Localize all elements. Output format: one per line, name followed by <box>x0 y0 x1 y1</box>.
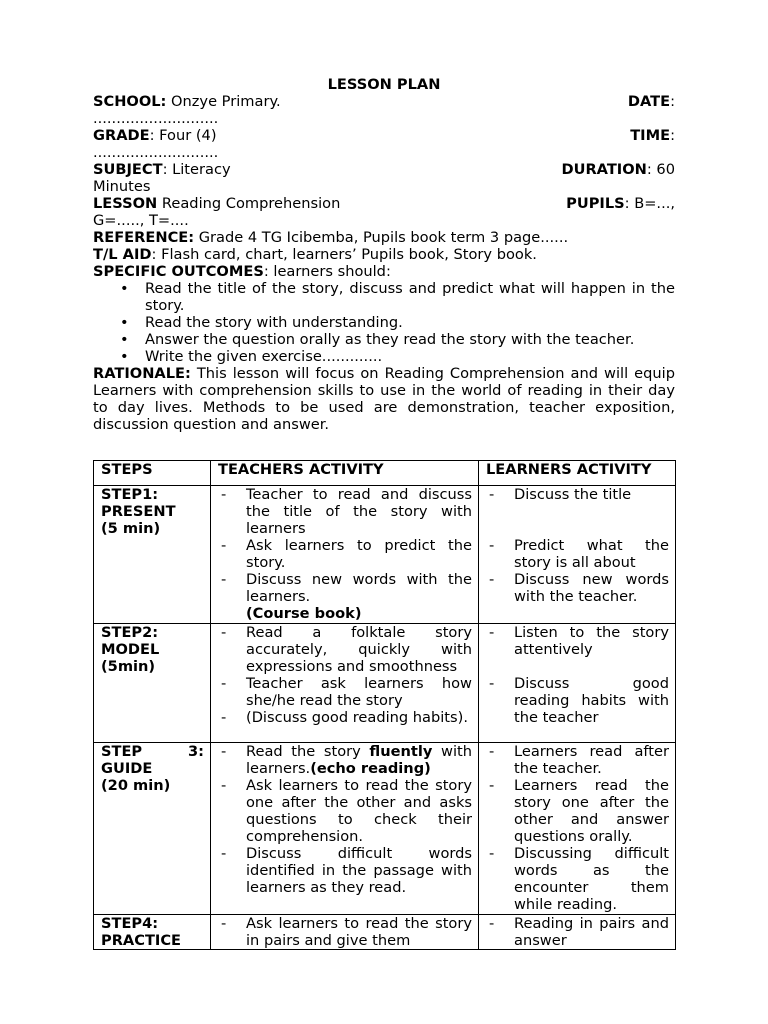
lesson-pupils-row <box>93 195 675 212</box>
step-stage: PRESENT <box>101 503 176 520</box>
teacher-activity-cell <box>211 915 479 950</box>
lesson-value: Reading Comprehension <box>157 195 341 212</box>
page-title: LESSON PLAN <box>327 76 441 93</box>
learner-activity-cell <box>479 743 676 915</box>
learner-activity-cell <box>479 486 676 624</box>
step-time: (20 min) <box>101 777 171 794</box>
learner-activity: - Listen to the story attentively <box>514 624 669 658</box>
outcome-item: • Read the title of the story, discuss and predict what will happen in the story. <box>145 280 675 314</box>
teacher-activity-cell <box>211 624 479 743</box>
step-name: STEP1: <box>101 486 159 503</box>
step-word: STEP <box>101 743 143 760</box>
learner-activity: - Discuss good reading habits with the teacher <box>514 675 669 726</box>
subject-duration-row <box>93 161 675 178</box>
activity-text: with learners. <box>246 743 472 777</box>
teacher-activity <box>246 571 472 622</box>
header-learners-activity: LEARNERS ACTIVITY <box>479 461 676 486</box>
teacher-activity: - Ask learners to read the story in pairs and give them <box>246 915 472 949</box>
pupils-value: : B=..., <box>624 195 675 212</box>
step-name: STEP4: <box>101 915 159 932</box>
date-label: DATE <box>627 93 671 110</box>
teacher-activity: - Read a folktale story accurately, quickly with expressions and smoothness <box>246 624 472 675</box>
teacher-activity-cell <box>211 743 479 915</box>
step-cell <box>94 624 211 743</box>
school-label: SCHOOL: <box>93 93 167 110</box>
activity-note: (Course book) <box>246 605 362 622</box>
header-steps: STEPS <box>94 461 211 486</box>
teacher-activity: - Discuss difficult words identified in the passage with learners as they read. <box>246 845 472 896</box>
step-stage: PRACTICE <box>101 932 182 949</box>
learner-activity: - Discuss new words with the teacher. <box>514 571 669 605</box>
tl-aid-value: : Flash card, chart, learners’ Pupils book, Story book. <box>151 246 537 263</box>
outcomes-list <box>93 280 675 365</box>
table-header-row <box>94 461 676 486</box>
learner-activity: - Learners read the story one after the other and answer questions orally. <box>514 777 669 845</box>
activity-emphasis: fluently <box>369 743 433 760</box>
rationale-label: RATIONALE: <box>93 365 191 382</box>
spacer <box>479 503 675 537</box>
activity-text: Read the story <box>246 743 370 760</box>
grade-value: : Four (4) <box>149 127 217 144</box>
reference-value: Grade 4 TG Icibemba, Pupils book term 3 page...... <box>194 229 569 246</box>
grade-time-row <box>93 127 675 144</box>
outcomes-line <box>93 263 675 280</box>
reference-label: REFERENCE: <box>93 229 195 246</box>
table-row <box>94 915 676 950</box>
pupils-label: PUPILS <box>566 195 625 212</box>
time-colon: : <box>670 127 675 144</box>
activity-text: Discuss new words with the learners. <box>246 571 472 605</box>
date-dots: ........................... <box>93 110 219 127</box>
step-time: (5 min) <box>101 520 161 537</box>
lesson-label: LESSON <box>93 195 158 212</box>
learner-activity: - Predict what the story is all about <box>514 537 669 571</box>
teacher-activity: - Ask learners to predict the story. <box>246 537 472 571</box>
step-name: STEP2: <box>101 624 159 641</box>
header-teachers-activity: TEACHERS ACTIVITY <box>211 461 479 486</box>
step-name <box>101 743 204 760</box>
step-time: (5min) <box>101 658 156 675</box>
learner-activity-cell <box>479 915 676 950</box>
subject-label: SUBJECT <box>93 161 163 178</box>
teacher-activity: - Teacher to read and discuss the title of the story with learners <box>246 486 472 537</box>
table-row <box>94 624 676 743</box>
activities-table <box>93 460 676 950</box>
teacher-activity: - Ask learners to read the story one after the other and asks questions to check their comprehension. <box>246 777 472 845</box>
pupils-continued: G=....., T=.... <box>93 212 189 229</box>
learner-activity: - Discussing difficult words as the encounter them while reading. <box>514 845 669 913</box>
rationale-text: This lesson will focus on Reading Comprehension and will equip Learners with comprehension skills to use in the world of reading in their day to day lives. Methods to be used are demonstration, teacher exposition, discussion question and answer. <box>93 365 675 433</box>
subject-value: : Literacy <box>162 161 231 178</box>
teacher-activity: - (Discuss good reading habits). <box>246 709 472 726</box>
step-cell <box>94 743 211 915</box>
outcome-item: • Write the given exercise............. <box>145 348 675 365</box>
learner-activity: - Learners read after the teacher. <box>514 743 669 777</box>
learner-activity: - Discuss the title <box>514 486 669 503</box>
tl-aid-line <box>93 246 675 263</box>
outcomes-value: : learners should: <box>263 263 391 280</box>
activity-note: (echo reading) <box>310 760 431 777</box>
time-label: TIME <box>630 127 671 144</box>
table-row <box>94 486 676 624</box>
learner-activity: - Reading in pairs and answer <box>514 915 669 949</box>
outcome-item: • Read the story with understanding. <box>145 314 675 331</box>
date-colon: : <box>670 93 675 110</box>
duration-value: : 60 <box>646 161 675 178</box>
spacer <box>479 658 675 675</box>
school-value: Onzye Primary. <box>166 93 281 110</box>
tl-aid-label: T/L AID <box>93 246 152 263</box>
duration-label: DURATION <box>561 161 647 178</box>
table-row <box>94 743 676 915</box>
step-cell <box>94 915 211 950</box>
teacher-activity: - Teacher ask learners how she/he read the story <box>246 675 472 709</box>
outcome-item: • Answer the question orally as they read the story with the teacher. <box>145 331 675 348</box>
duration-unit: Minutes <box>93 178 151 195</box>
grade-label: GRADE <box>93 127 150 144</box>
step-stage: MODEL <box>101 641 160 658</box>
outcomes-label: SPECIFIC OUTCOMES <box>93 263 264 280</box>
teacher-activity <box>246 743 472 777</box>
step-number: 3: <box>188 743 204 760</box>
teacher-activity-cell <box>211 486 479 624</box>
learner-activity-cell <box>479 624 676 743</box>
step-cell <box>94 486 211 624</box>
time-dots: ........................... <box>93 144 219 161</box>
step-stage: GUIDE <box>101 760 153 777</box>
reference-line <box>93 229 675 246</box>
rationale-paragraph <box>93 365 675 433</box>
school-date-row <box>93 93 675 110</box>
lesson-header <box>93 75 675 433</box>
